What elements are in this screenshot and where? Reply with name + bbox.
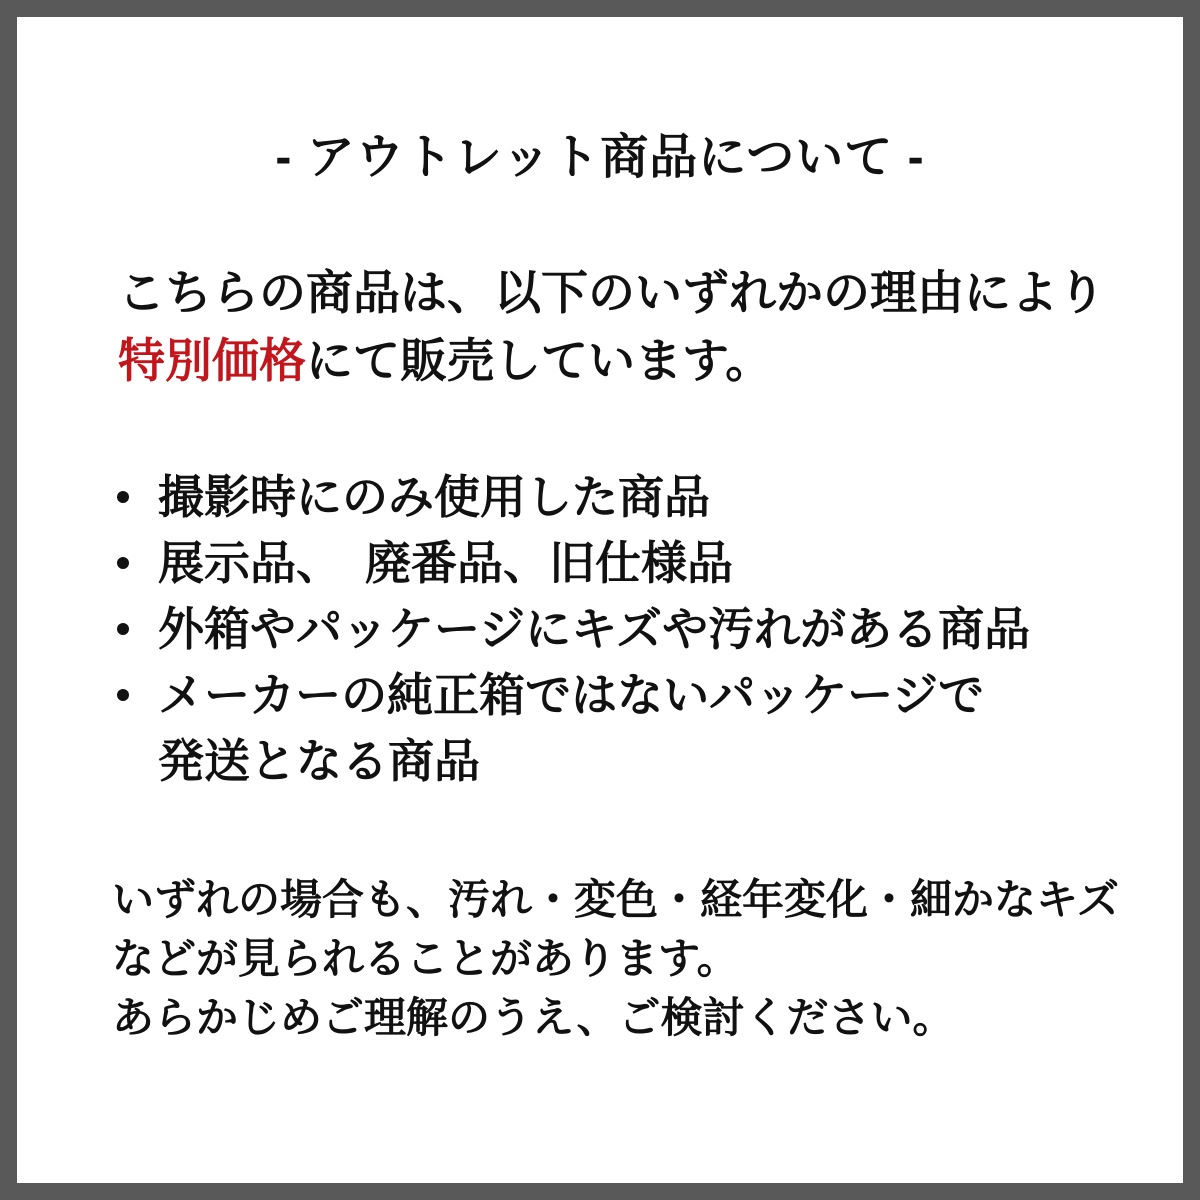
reasons-list (117, 464, 1030, 794)
list-item (117, 464, 1030, 530)
list-item (117, 662, 1030, 794)
disclaimer-line2: などが見られることがあります。 (112, 935, 739, 982)
bullet-dot-icon (117, 491, 129, 503)
disclaimer-paragraph (112, 870, 1119, 1047)
list-item (117, 596, 1030, 662)
special-price-highlight: 特別価格 (118, 334, 306, 387)
bullet-dot-icon (117, 623, 129, 635)
intro-paragraph (118, 259, 1105, 395)
list-item (117, 530, 1030, 596)
bullet-dot-icon (117, 689, 129, 701)
disclaimer-line1: いずれの場合も、汚れ・変色・経年変化・細かなキズ (112, 876, 1120, 923)
list-item-text: 撮影時にのみ使用した商品 (158, 471, 710, 523)
list-item-text-continuation: 発送となる商品 (158, 735, 480, 787)
intro-line1: こちらの商品は、以下のいずれかの理由により (118, 266, 1105, 319)
disclaimer-line3: あらかじめご理解のうえ、ご検討ください。 (112, 994, 955, 1041)
bullet-dot-icon (117, 557, 129, 569)
list-item-text: メーカーの純正箱ではないパッケージで (158, 669, 985, 721)
list-item-text: 展示品、 廃番品、旧仕様品 (158, 537, 733, 589)
page-title: - アウトレット商品について - (275, 131, 925, 184)
intro-after-highlight: にて販売しています。 (306, 334, 773, 387)
list-item-text: 外箱やパッケージにキズや汚れがある商品 (158, 603, 1031, 655)
